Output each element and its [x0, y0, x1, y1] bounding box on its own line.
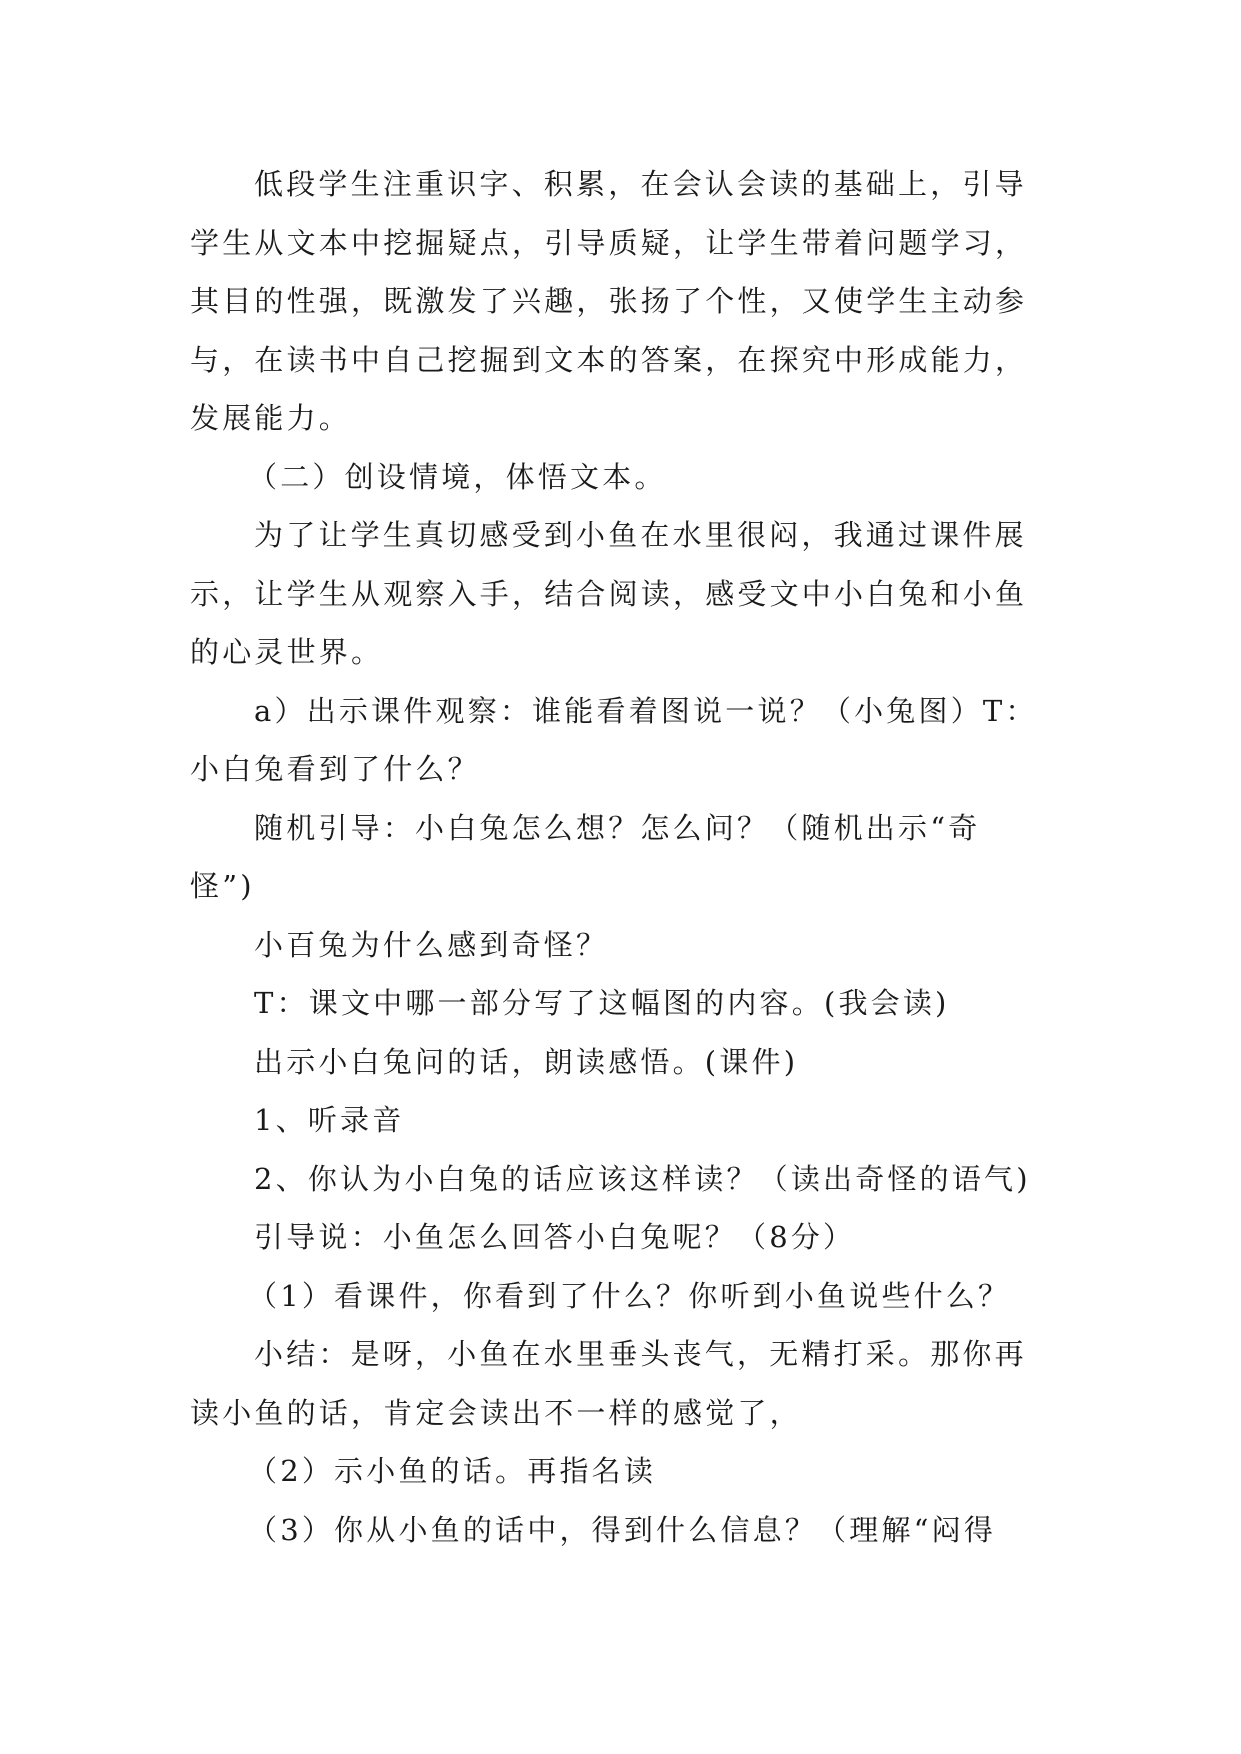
text-line: 随机引导：小白兔怎么想？怎么问？（随机出示“奇	[254, 810, 981, 845]
list-item	[190, 1150, 1050, 1209]
text-line: （二）创设情境，体悟文本。	[248, 459, 667, 494]
list-item	[190, 1267, 1050, 1326]
text-line: 为了让学生真切感受到小鱼在水里很闷，我通过课件展	[254, 518, 1027, 552]
text-line: 怪”)	[190, 869, 255, 903]
list-item	[190, 1442, 1050, 1501]
text-line: 其目的性强，既激发了兴趣，张扬了个性，又使学生主动参	[190, 284, 1028, 318]
paragraph	[190, 974, 1050, 1033]
paragraph	[190, 506, 1050, 682]
text-line: （2）示小鱼的话。再指名读	[248, 1454, 657, 1488]
paragraph	[190, 1033, 1050, 1092]
section-heading	[190, 448, 1050, 507]
text-line: （1）看课件，你看到了什么？你听到小鱼说些什么？	[248, 1278, 1011, 1313]
paragraph	[190, 799, 1050, 916]
text-line: （3）你从小鱼的话中，得到什么信息？（理解“闷得	[248, 1512, 997, 1547]
text-line: T：课文中哪一部分写了这幅图的内容。(我会读)	[254, 986, 950, 1020]
text-line: a）出示课件观察：谁能看着图说一说？（小兔图）T：	[254, 693, 1038, 728]
text-line: 读小鱼的话，肯定会读出不一样的感觉了，	[190, 1395, 802, 1430]
text-line: 引导说：小鱼怎么回答小白兔呢？（8分）	[254, 1220, 856, 1254]
paragraph	[190, 155, 1050, 448]
text-line: 与，在读书中自己挖掘到文本的答案，在探究中形成能力，	[190, 342, 1028, 377]
text-line: 发展能力。	[190, 401, 352, 435]
list-item	[190, 1501, 1050, 1560]
paragraph	[190, 682, 1050, 799]
text-line: 2、你认为小白兔的话应该这样读？（读出奇怪的语气)	[254, 1161, 1031, 1196]
text-line: 学生从文本中挖掘疑点，引导质疑，让学生带着问题学习，	[190, 225, 1028, 260]
list-item	[190, 1091, 1050, 1150]
text-line: 小百兔为什么感到奇怪？	[254, 927, 609, 962]
paragraph	[190, 1208, 1050, 1267]
text-line: 1、听录音	[254, 1103, 405, 1137]
text-line: 示，让学生从观察入手，结合阅读，感受文中小白兔和小鱼	[190, 576, 1028, 611]
text-line: 低段学生注重识字、积累，在会认会读的基础上，引导	[254, 167, 1027, 201]
document-body	[190, 155, 1050, 1559]
text-line: 出示小白兔问的话，朗读感悟。(课件)	[254, 1044, 799, 1079]
text-line: 小白兔看到了什么？	[190, 752, 480, 786]
paragraph	[190, 916, 1050, 975]
text-line: 的心灵世界。	[190, 635, 384, 669]
text-line: 小结：是呀，小鱼在水里垂头丧气，无精打采。那你再	[254, 1337, 1027, 1371]
paragraph	[190, 1325, 1050, 1442]
